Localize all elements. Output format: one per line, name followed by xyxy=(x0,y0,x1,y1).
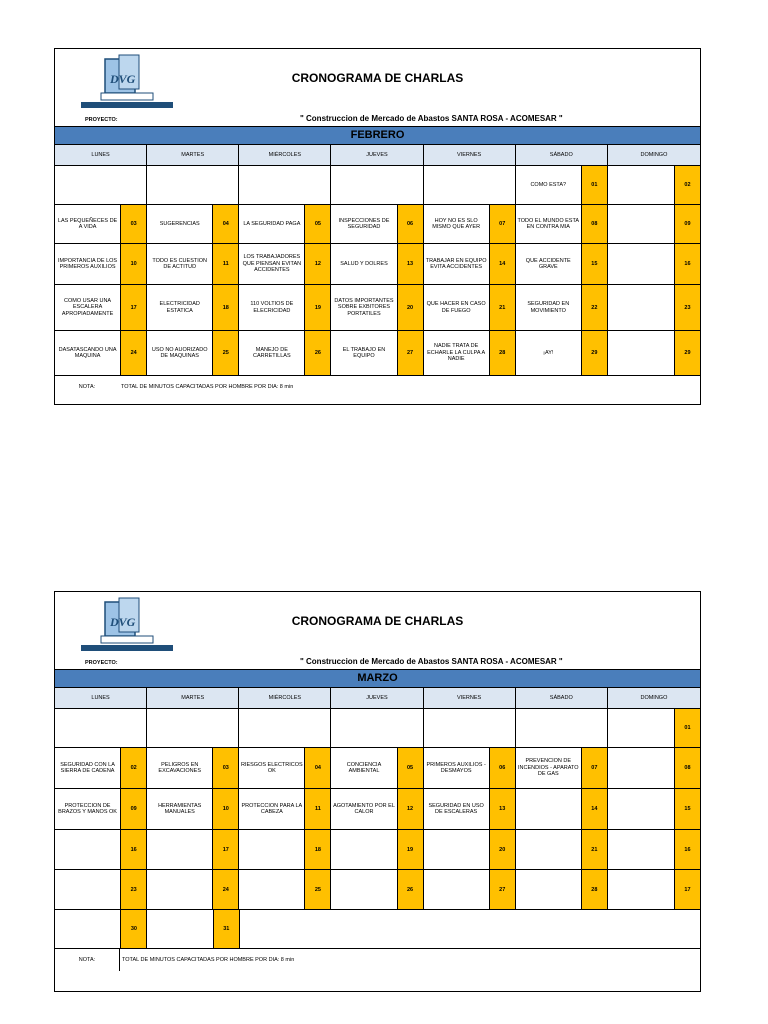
talk-topic: PROTECCION PARA LA CABEZA xyxy=(241,802,303,815)
day-cell xyxy=(55,870,147,909)
day-cell xyxy=(147,205,239,243)
note-label: NOTA: xyxy=(78,957,96,963)
talk-topic xyxy=(608,331,674,375)
day-number: 25 xyxy=(212,331,238,375)
talk-topic: SEGURIDAD EN USO DE ESCALERAS xyxy=(428,802,484,815)
day-cell xyxy=(516,166,608,204)
day-header-row xyxy=(55,145,700,166)
day-number xyxy=(489,709,515,747)
day-number: 14 xyxy=(489,244,515,284)
day-header-row xyxy=(55,688,700,709)
talk-topic xyxy=(608,709,674,747)
talk-topic xyxy=(147,870,212,909)
day-number xyxy=(212,709,238,747)
day-number: 17 xyxy=(212,830,238,869)
day-number: 01 xyxy=(674,709,700,747)
day-cell xyxy=(331,331,423,375)
day-number: 01 xyxy=(581,166,607,204)
talk-topic: COMO ESTA? xyxy=(530,181,567,188)
day-cell xyxy=(147,709,239,747)
day-cell xyxy=(147,166,239,204)
day-cell xyxy=(424,870,516,909)
day-cell xyxy=(331,244,423,284)
day-number: 27 xyxy=(489,870,515,909)
day-number: 09 xyxy=(674,205,700,243)
talk-topic: RIESGOS ELECTRICOS OK xyxy=(240,761,303,774)
day-cell xyxy=(55,331,147,375)
day-cell xyxy=(516,870,608,909)
day-cell xyxy=(147,910,239,948)
day-cell xyxy=(424,331,516,375)
talk-topic: PELIGROS EN EXCAVACIONES xyxy=(158,761,201,774)
day-number: 05 xyxy=(304,205,330,243)
day-cell xyxy=(55,748,147,788)
talk-topic: CONCIENCIA AMBIENTAL xyxy=(346,761,382,774)
day-cell xyxy=(55,205,147,243)
talk-topic: EL TRABAJO EN EQUIPO xyxy=(342,346,386,359)
talk-topic xyxy=(55,166,120,204)
talk-topic xyxy=(608,244,674,284)
day-number: 12 xyxy=(397,789,423,829)
month-title: FEBRERO xyxy=(55,127,700,145)
day-cell xyxy=(516,789,608,829)
sheet-header xyxy=(55,49,700,114)
day-header-monday: LUNES xyxy=(55,145,147,165)
talk-topic: COMO USAR UNA ESCALERA APROPIADAMENTE xyxy=(61,297,114,317)
day-cell xyxy=(239,748,331,788)
talk-topic xyxy=(147,830,212,869)
day-cell xyxy=(239,166,331,204)
day-number: 29 xyxy=(674,331,700,375)
note-text: TOTAL DE MINUTOS CAPACITADAS POR HOMBRE POR DIA: 8 min xyxy=(121,384,294,390)
day-number: 15 xyxy=(581,244,607,284)
day-number: 08 xyxy=(581,205,607,243)
day-cell xyxy=(424,166,516,204)
day-cell xyxy=(147,789,239,829)
day-number: 03 xyxy=(120,205,146,243)
talk-topic: SEGURIDAD EN MOVIMIENTO xyxy=(527,301,570,314)
calendar-week-row xyxy=(55,244,700,285)
talk-topic: USO NO AUORIZADO DE MAQUINAS xyxy=(151,346,208,359)
day-header-thursday: JUEVES xyxy=(331,688,423,708)
day-cell xyxy=(331,748,423,788)
day-header-saturday: SÁBADO xyxy=(516,145,608,165)
day-cell xyxy=(147,830,239,869)
talk-topic: SUGERENCIAS xyxy=(159,220,200,227)
calendar-grid xyxy=(55,166,700,376)
day-number: 16 xyxy=(674,830,700,869)
day-cell xyxy=(608,331,700,375)
day-cell xyxy=(55,910,147,948)
day-number: 24 xyxy=(212,870,238,909)
note-row xyxy=(55,376,700,398)
project-name: " Construccion de Mercado de Abastos SANTA ROSA - ACOMESAR " xyxy=(300,114,563,123)
day-number: 03 xyxy=(212,748,238,788)
talk-topic xyxy=(608,285,674,330)
calendar-grid xyxy=(55,709,700,949)
day-number: 29 xyxy=(581,331,607,375)
day-cell xyxy=(424,830,516,869)
day-number: 15 xyxy=(674,789,700,829)
talk-topic xyxy=(331,709,396,747)
day-cell xyxy=(331,709,423,747)
day-number: 24 xyxy=(120,331,146,375)
svg-text:DVG: DVG xyxy=(110,72,136,86)
day-number xyxy=(397,709,423,747)
day-cell xyxy=(239,205,331,243)
day-cell xyxy=(147,748,239,788)
day-cell xyxy=(239,709,331,747)
day-cell xyxy=(55,830,147,869)
talk-topic: SEGURIDAD CON LA SIERRA DE CADENA xyxy=(60,761,115,774)
day-header-friday: VIERNES xyxy=(424,688,516,708)
talk-topic: MANEJO DE CARRETILLAS xyxy=(253,346,291,359)
day-number: 23 xyxy=(674,285,700,330)
day-number: 11 xyxy=(304,789,330,829)
project-name: " Construccion de Mercado de Abastos SANTA ROSA - ACOMESAR " xyxy=(300,657,563,666)
day-cell xyxy=(147,331,239,375)
talk-topic xyxy=(608,748,674,788)
day-number: 28 xyxy=(489,331,515,375)
day-header-saturday: SÁBADO xyxy=(516,688,608,708)
day-number xyxy=(581,709,607,747)
day-number xyxy=(120,166,146,204)
day-cell xyxy=(147,244,239,284)
day-cell xyxy=(331,205,423,243)
project-row xyxy=(55,657,700,670)
talk-topic xyxy=(608,789,674,829)
talk-topic: ¡AY! xyxy=(543,349,554,356)
day-cell xyxy=(239,331,331,375)
day-cell xyxy=(516,748,608,788)
day-cell xyxy=(55,285,147,330)
talk-topic: LOS TRABAJADORES QUE PIENSAN EVITAN ACCIDENTES xyxy=(242,254,302,274)
day-number: 07 xyxy=(581,748,607,788)
talk-topic xyxy=(424,830,489,869)
talk-topic xyxy=(239,870,304,909)
calendar-week-row xyxy=(55,205,700,244)
day-number: 21 xyxy=(489,285,515,330)
talk-topic xyxy=(147,910,212,948)
day-number xyxy=(120,709,146,747)
calendar-week-row xyxy=(55,789,700,830)
day-header-monday: LUNES xyxy=(55,688,147,708)
day-cell xyxy=(239,830,331,869)
day-cell xyxy=(55,166,147,204)
calendar-week-row xyxy=(55,910,700,949)
talk-topic xyxy=(239,830,304,869)
day-cell xyxy=(147,870,239,909)
talk-topic xyxy=(147,166,212,204)
day-number: 26 xyxy=(397,870,423,909)
talk-topic xyxy=(331,166,396,204)
day-cell xyxy=(424,244,516,284)
talk-topic xyxy=(331,830,396,869)
day-number: 17 xyxy=(674,870,700,909)
day-number: 10 xyxy=(212,789,238,829)
schedule-sheet-february xyxy=(54,48,701,405)
talk-topic: TODO ES CUESTION DE ACTITUD xyxy=(152,257,208,270)
day-number: 22 xyxy=(581,285,607,330)
day-number: 23 xyxy=(120,870,146,909)
talk-topic xyxy=(55,910,120,948)
day-number: 07 xyxy=(489,205,515,243)
day-number: 04 xyxy=(212,205,238,243)
talk-topic: HOY NO ES SLO MISMO QUE AYER xyxy=(432,217,481,230)
talk-topic xyxy=(608,870,674,909)
day-number: 08 xyxy=(674,748,700,788)
day-cell xyxy=(516,285,608,330)
day-cell xyxy=(516,331,608,375)
day-number: 19 xyxy=(397,830,423,869)
day-number: 05 xyxy=(397,748,423,788)
day-cell xyxy=(424,205,516,243)
day-header-sunday: DOMINGO xyxy=(640,152,668,158)
day-cell xyxy=(55,244,147,284)
day-number: 20 xyxy=(397,285,423,330)
talk-topic xyxy=(516,870,581,909)
day-header-thursday: JUEVES xyxy=(331,145,423,165)
talk-topic: SALUD Y DOLRES xyxy=(340,260,388,267)
day-header-tuesday: MARTES xyxy=(147,688,239,708)
day-header-tuesday: MARTES xyxy=(147,145,239,165)
talk-topic: LA SEGURIDAD PAGA xyxy=(243,220,301,227)
talk-topic xyxy=(516,830,581,869)
day-cell xyxy=(239,789,331,829)
talk-topic xyxy=(608,205,674,243)
talk-topic: PRIMEROS AUXILIOS - DESMAYOS xyxy=(426,761,486,774)
day-number: 16 xyxy=(120,830,146,869)
day-cell xyxy=(516,205,608,243)
day-number: 18 xyxy=(304,830,330,869)
calendar-week-row xyxy=(55,285,700,331)
day-cell xyxy=(239,285,331,330)
project-label: PROYECTO: xyxy=(85,117,118,123)
day-number: 02 xyxy=(120,748,146,788)
note-box xyxy=(119,949,700,971)
day-number xyxy=(397,166,423,204)
day-number xyxy=(212,166,238,204)
talk-topic: DATOS IMPORTANTES SOBRE EXBITORES PORTATILES xyxy=(334,297,394,317)
talk-topic xyxy=(55,830,120,869)
day-number: 16 xyxy=(674,244,700,284)
calendar-week-row xyxy=(55,709,700,748)
talk-topic xyxy=(608,166,674,204)
day-number: 13 xyxy=(489,789,515,829)
talk-topic: TRABAJAR EN EQUIPO EVITA ACCIDENTES xyxy=(425,257,487,270)
day-cell xyxy=(424,789,516,829)
day-number xyxy=(304,166,330,204)
day-cell xyxy=(608,709,700,747)
page-title: CRONOGRAMA DE CHARLAS xyxy=(291,614,464,628)
day-header-friday: VIERNES xyxy=(424,145,516,165)
talk-topic: IMPORTANCIA DE LOS PRIMEROS AUXILIOS xyxy=(58,257,118,270)
calendar-week-row xyxy=(55,331,700,376)
day-cell xyxy=(239,244,331,284)
day-number: 17 xyxy=(120,285,146,330)
schedule-sheet-march xyxy=(54,591,701,992)
page-title: CRONOGRAMA DE CHARLAS xyxy=(291,71,464,85)
day-cell xyxy=(55,709,147,747)
calendar-week-row xyxy=(55,166,700,205)
day-cell xyxy=(608,789,700,829)
talk-topic xyxy=(516,709,581,747)
day-cell xyxy=(424,748,516,788)
day-cell xyxy=(516,830,608,869)
talk-topic: AGOTAMIENTO POR EL CALOR xyxy=(333,802,395,815)
day-cell xyxy=(608,830,700,869)
talk-topic xyxy=(239,709,304,747)
day-header-wednesday: MIÉRCOLES xyxy=(239,688,331,708)
talk-topic: INSPECCIONES DE SEGURIDAD xyxy=(338,217,390,230)
month-title: MARZO xyxy=(55,670,700,688)
day-cell xyxy=(331,285,423,330)
day-cell xyxy=(516,709,608,747)
talk-topic xyxy=(424,709,489,747)
day-cell xyxy=(331,870,423,909)
day-header-sunday: DOMINGO xyxy=(640,695,668,701)
calendar-week-row xyxy=(55,870,700,910)
day-number: 26 xyxy=(304,331,330,375)
day-number: 28 xyxy=(581,870,607,909)
talk-topic: PROTECCION DE BRAZOS Y MANOS OK xyxy=(58,802,117,815)
calendar-week-row xyxy=(55,748,700,789)
day-cell xyxy=(424,709,516,747)
day-number: 19 xyxy=(304,285,330,330)
talk-topic: 110 VOLTIOS DE ELECRICIDAD xyxy=(250,301,294,314)
day-cell xyxy=(147,285,239,330)
day-header-wednesday: MIÉRCOLES xyxy=(239,145,331,165)
talk-topic: LAS PEQUEÑECES DE A VIDA xyxy=(57,217,118,230)
talk-topic xyxy=(516,789,581,829)
talk-topic: QUE HACER EN CASO DE FUEGO xyxy=(426,301,486,314)
day-number: 12 xyxy=(304,244,330,284)
project-label: PROYECTO: xyxy=(85,660,118,666)
day-number: 18 xyxy=(212,285,238,330)
day-cell xyxy=(55,789,147,829)
day-cell xyxy=(424,285,516,330)
day-number: 04 xyxy=(304,748,330,788)
day-cell xyxy=(608,285,700,330)
day-cell xyxy=(331,789,423,829)
day-cell xyxy=(516,244,608,284)
day-cell xyxy=(608,748,700,788)
talk-topic: QUE ACCIDENTE GRAVE xyxy=(525,257,571,270)
day-number: 10 xyxy=(120,244,146,284)
day-number: 20 xyxy=(489,830,515,869)
talk-topic: PREVENCION DE INCENDIOS - APARATO DE GAS xyxy=(518,758,579,778)
talk-topic: ELECTRICIDAD ESTATICA xyxy=(159,301,200,314)
note-row xyxy=(55,949,700,971)
talk-topic: NADIE TRATA DE ECHARLE LA CULPA A NADIE xyxy=(427,343,486,363)
day-cell xyxy=(608,166,700,204)
day-number: 14 xyxy=(581,789,607,829)
note-label: NOTA: xyxy=(78,384,96,390)
day-number xyxy=(304,709,330,747)
day-number xyxy=(489,166,515,204)
day-number: 11 xyxy=(212,244,238,284)
talk-topic xyxy=(424,166,489,204)
talk-topic xyxy=(424,870,489,909)
day-number: 31 xyxy=(213,910,239,948)
note-text: TOTAL DE MINUTOS CAPACITADAS POR HOMBRE POR DIA: 8 min xyxy=(122,957,295,963)
day-cell xyxy=(608,870,700,909)
day-number: 06 xyxy=(397,205,423,243)
day-number: 21 xyxy=(581,830,607,869)
day-number: 06 xyxy=(489,748,515,788)
calendar-week-row xyxy=(55,830,700,870)
talk-topic xyxy=(239,166,304,204)
talk-topic xyxy=(147,709,212,747)
day-cell xyxy=(331,166,423,204)
talk-topic: DASATASCANDO UNA MAQUINA xyxy=(58,346,117,359)
talk-topic xyxy=(55,870,120,909)
talk-topic xyxy=(55,709,120,747)
day-number: 25 xyxy=(304,870,330,909)
day-number: 02 xyxy=(674,166,700,204)
day-number: 27 xyxy=(397,331,423,375)
day-cell xyxy=(239,870,331,909)
talk-topic: HERRAMIENTAS MANUALES xyxy=(158,802,202,815)
day-cell xyxy=(608,205,700,243)
day-number: 30 xyxy=(120,910,146,948)
talk-topic: TODO EL MUNDO ESTA EN CONTRA MIA xyxy=(517,217,580,230)
day-cell xyxy=(331,830,423,869)
talk-topic xyxy=(331,870,396,909)
talk-topic xyxy=(608,830,674,869)
day-number: 13 xyxy=(397,244,423,284)
project-row xyxy=(55,114,700,127)
day-number: 09 xyxy=(120,789,146,829)
svg-text:DVG: DVG xyxy=(110,615,136,629)
sheet-header xyxy=(55,592,700,657)
day-cell xyxy=(608,244,700,284)
